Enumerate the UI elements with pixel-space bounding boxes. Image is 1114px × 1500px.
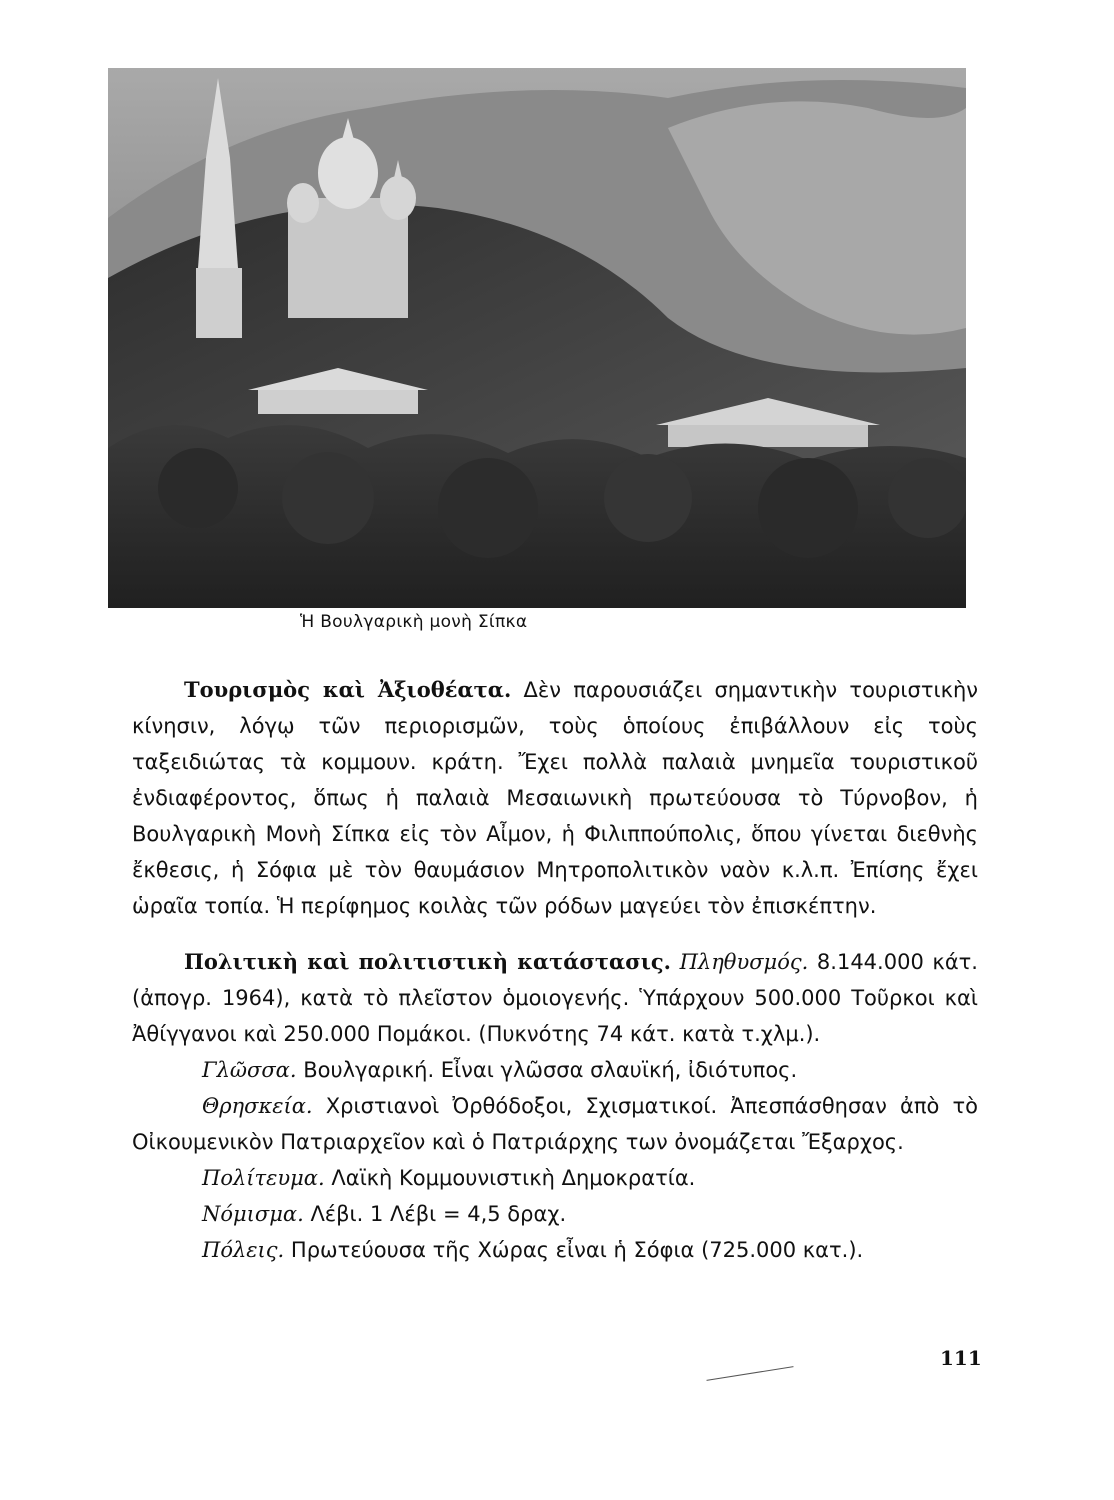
polity-label: Πολίτευμα. bbox=[202, 1166, 325, 1190]
cities-line bbox=[132, 1232, 978, 1268]
pencil-stroke bbox=[706, 1366, 793, 1381]
cities-label: Πόλεις. bbox=[202, 1238, 285, 1262]
page-number: 111 bbox=[940, 1346, 982, 1370]
population-label: Πληθυσμός. bbox=[679, 950, 809, 974]
religion-line bbox=[132, 1088, 978, 1160]
monastery-photo bbox=[108, 68, 966, 608]
cities-text: Πρωτεύουσα τῆς Χώρας εἶναι ἡ Σόφια (725.000 κατ.). bbox=[290, 1238, 864, 1262]
monastery-photo-image bbox=[108, 68, 966, 608]
religion-label: Θρησκεία. bbox=[202, 1094, 313, 1118]
tourism-body: Δὲν παρουσιάζει σημαντικὴν τουριστικὴν κίνησιν, λόγῳ τῶν περιορισμῶν, τοὺς ὁποίους ἐπιβάλλουν εἰς τοὺς ταξειδιώτας τὰ κομμουν. κράτη. Ἔχει πολλὰ παλαιὰ μνημεῖα τουριστικοῦ ἐνδιαφέροντος, ὅπως ἡ παλαιὰ Μεσαιωνικὴ πρωτεύουσα τὸ Τύρνοβον, ἡ Βουλγαρικὴ Μονὴ Σίπκα εἰς τὸν Αἶμον, ἡ Φιλιππούπολις, ὅπου γίνεται διεθνὴς ἔκθεσις, ἡ Σόφια μὲ τὸν θαυμάσιον Μητροπολιτικὸν ναὸν κ.λ.π. Ἐπίσης ἔχει ὡραῖα τοπία. Ἡ περίφημος κοιλὰς τῶν ρόδων μαγεύει τὸν ἐπισκέπτην. bbox=[132, 678, 978, 918]
photo-caption: Ἡ Βουλγαρικὴ μονὴ Σίπκα bbox=[300, 612, 528, 632]
tourism-paragraph bbox=[132, 672, 978, 924]
language-label: Γλῶσσα. bbox=[202, 1058, 297, 1082]
polity-line bbox=[132, 1160, 978, 1196]
population-paragraph bbox=[132, 944, 978, 1052]
language-line bbox=[132, 1052, 978, 1088]
polity-text: Λαϊκὴ Κομμουνιστικὴ Δημοκρατία. bbox=[331, 1166, 696, 1190]
tourism-heading: Τουρισμὸς καὶ Ἀξιοθέατα. bbox=[184, 677, 512, 702]
religion-text: Χριστιανοὶ Ὀρθόδοξοι, Σχισματικοί. Ἀπεσπάσθησαν ἀπὸ τὸ Οἰκουμενικὸν Πατριαρχεῖον καὶ ὁ Πατριάρχης των ὀνομάζεται Ἔξαρχος. bbox=[132, 1094, 978, 1154]
currency-text: Λέβι. 1 Λέβι = 4,5 δραχ. bbox=[310, 1202, 567, 1226]
currency-label: Νόμισμα. bbox=[202, 1202, 304, 1226]
language-text: Βουλγαρική. Εἶναι γλῶσσα σλαυϊκή, ἰδιότυπος. bbox=[303, 1058, 798, 1082]
population-text: 8.144.000 κάτ. (ἀπογρ. 1964), κατὰ τὸ πλεῖστον ὁμοιογενής. Ὑπάρχουν 500.000 Τοῦρκοι καὶ Ἀθίγγανοι καὶ 250.000 Πομάκοι. (Πυκνότης 74 κάτ. κατὰ τ.χλμ.). bbox=[132, 950, 978, 1046]
politics-heading: Πολιτικὴ καὶ πολιτιστικὴ κατάστασις. bbox=[184, 949, 671, 974]
politics-section bbox=[132, 944, 978, 1268]
currency-line bbox=[132, 1196, 978, 1232]
tourism-section bbox=[132, 672, 978, 924]
